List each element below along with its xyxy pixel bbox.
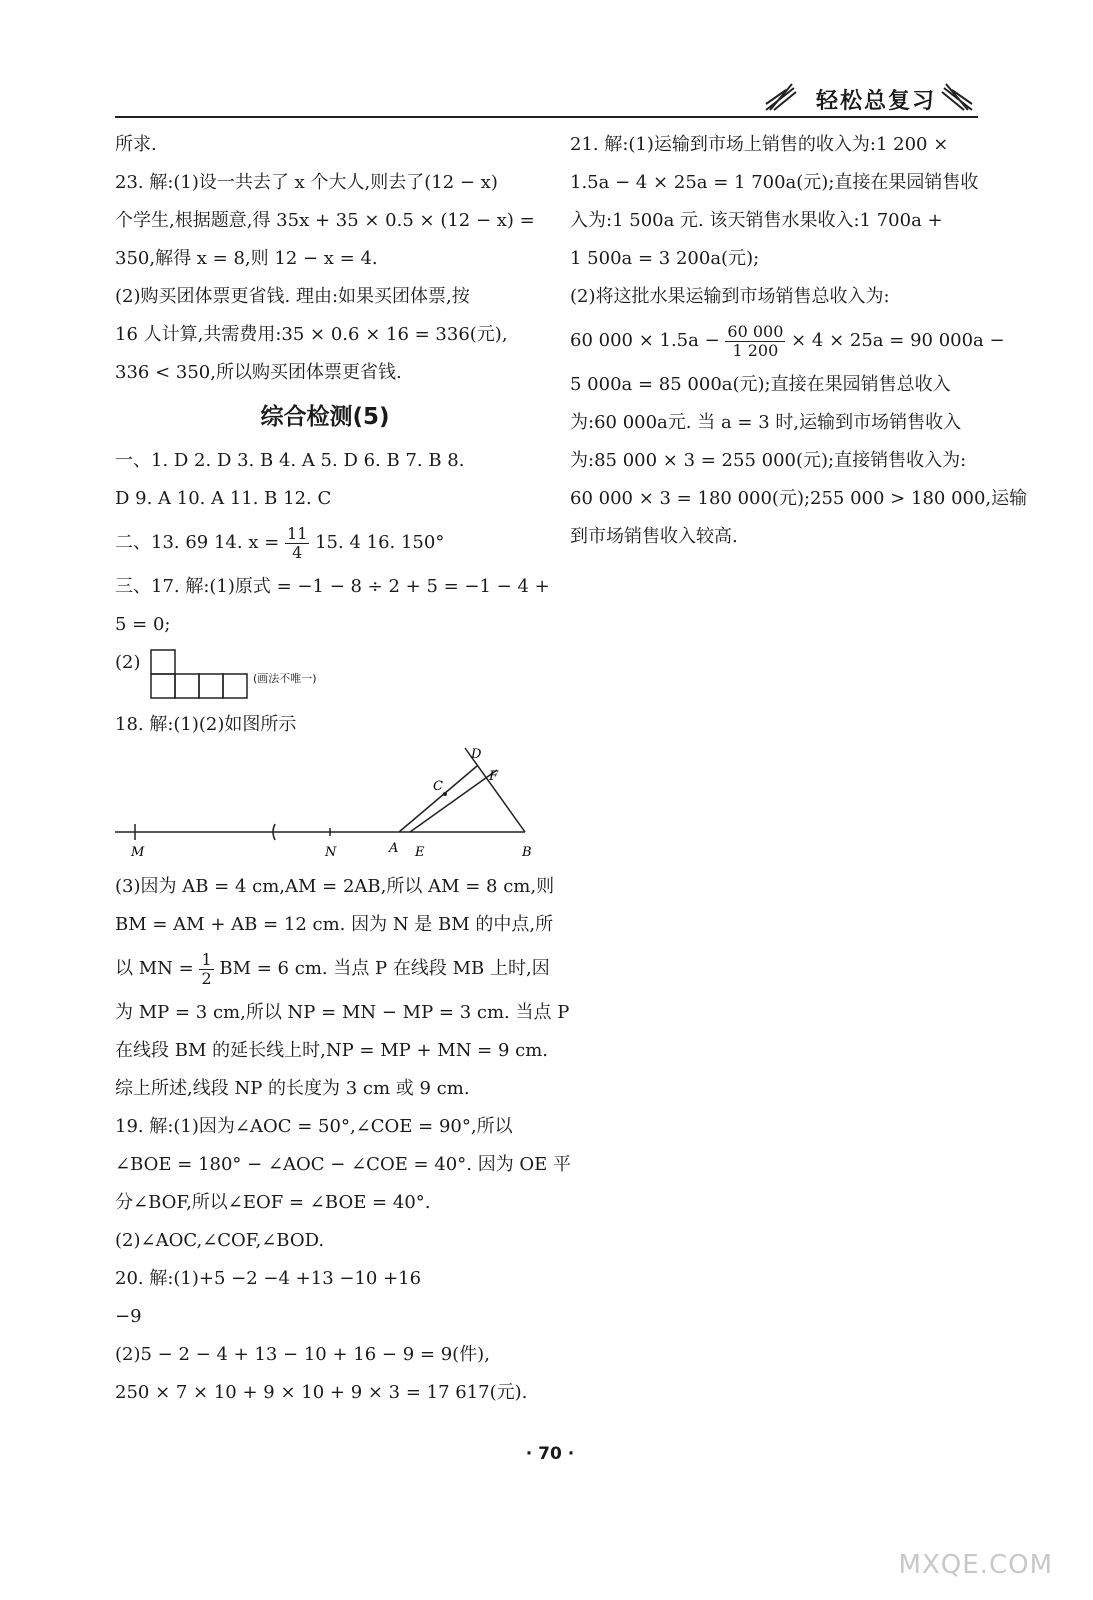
text-line: 5 000a = 85 000a(元);直接在果园销售总收入 [570,374,951,395]
cube-net-drawing [115,644,535,706]
text-line: 5 = 0; [115,614,171,635]
fill-blank-suffix: 15. 4 16. 150° [315,532,445,553]
watermark: MXQE.COM [898,1550,1053,1580]
text-line: 综上所述,线段 NP 的长度为 3 cm 或 9 cm. [115,1078,470,1099]
text-line: (2)∠AOC,∠COF,∠BOD. [115,1230,325,1251]
text-line: 为:60 000a元. 当 a = 3 时,运输到市场销售收入 [570,412,962,433]
label-C: C [433,779,443,794]
answer-line: 一、1. D 2. D 3. B 4. A 5. D 6. B 7. B 8. [115,450,465,471]
text-line: 为:85 000 × 3 = 255 000(元);直接销售收入为: [570,450,967,471]
fill-blank-line [115,518,535,568]
fill-blank-prefix: 二、13. 69 14. x = [115,532,280,553]
text-line: 23. 解:(1)设一共去了 x 个大人,则去了(12 − x) [115,172,498,193]
text-line: (2)将这批水果运输到市场销售总收入为: [570,286,890,307]
section-title: 综合检测(5) [260,404,390,430]
text-line: 分∠BOF,所以∠EOF = ∠BOE = 40°. [115,1192,431,1213]
text-line: 18. 解:(1)(2)如图所示 [115,714,297,735]
text-line: (3)因为 AB = 4 cm,AM = 2AB,所以 AM = 8 cm,则 [115,876,555,897]
text-line: 到市场销售收入较高. [570,526,738,547]
text-line: 个学生,根据题意,得 35x + 35 × 0.5 × (12 − x) = [115,210,535,231]
page-number: · 70 · [525,1444,575,1464]
text-line: 入为:1 500a 元. 该天销售水果收入:1 700a + [570,210,943,231]
text-line: 三、17. 解:(1)原式 = −1 − 8 ÷ 2 + 5 = −1 − 4 + [115,576,550,597]
text-line: 1.5a − 4 × 25a = 1 700a(元);直接在果园销售收 [570,172,979,193]
fraction-line-suffix: BM = 6 cm. 当点 P 在线段 MB 上时,因 [219,958,550,979]
text-line: 250 × 7 × 10 + 9 × 10 + 9 × 3 = 17 617(元). [115,1382,528,1403]
text-line: 19. 解:(1)因为∠AOC = 50°,∠COE = 90°,所以 [115,1116,513,1137]
text-line: 20. 解:(1)+5 −2 −4 +13 −10 +16 [115,1268,422,1289]
label-B: B [522,845,532,860]
label-E: E [415,845,425,860]
wheat-right-icon [940,82,974,112]
text-line: 为 MP = 3 cm,所以 NP = MN − MP = 3 cm. 当点 P [115,1002,570,1023]
header-title: 轻松总复习 [815,89,936,114]
fraction-line-prefix: 以 MN = [115,958,194,979]
label-A: A [389,841,399,856]
text-line: (2)5 − 2 − 4 + 13 − 10 + 16 − 9 = 9(件), [115,1344,490,1365]
text-line: BM = AM + AB = 12 cm. 因为 N 是 BM 的中点,所 [115,914,554,935]
cube-net-note: (画法不唯一) [253,672,317,685]
page-header [115,78,978,118]
fraction-numerator: 11 [287,523,308,543]
cube-net-figure [149,648,249,702]
fraction [725,323,785,360]
fraction [199,951,213,988]
fraction-denominator: 1 200 [732,340,779,360]
text-line: 在线段 BM 的延长线上时,NP = MP + MN = 9 cm. [115,1040,549,1061]
equation-suffix: × 4 × 25a = 90 000a − [791,330,1005,351]
fraction [285,525,309,562]
left-column [115,126,572,1412]
text-line: 60 000 × 3 = 180 000(元);255 000 > 180 000,运输 [570,488,1028,509]
cube-net-label: (2) [115,652,141,673]
label-D: D [471,747,482,762]
fraction-numerator: 60 000 [727,321,784,341]
equation-prefix: 60 000 × 1.5a − [570,330,720,351]
equation-line [570,316,1005,366]
text-line: ∠BOE = 180° − ∠AOC − ∠COE = 40°. 因为 OE 平 [115,1154,572,1175]
text-line: −9 [115,1306,142,1327]
geometry-svg [115,744,535,868]
label-N: N [325,845,337,860]
label-F: F [489,769,499,784]
text-line: 336 < 350,所以购买团体票更省钱. [115,362,402,383]
right-column [570,126,1028,556]
wheat-left-icon [764,82,798,112]
text-line: 21. 解:(1)运输到市场上销售的收入为:1 200 × [570,134,949,155]
fraction-denominator: 2 [201,968,212,988]
text-line: (2)购买团体票更省钱. 理由:如果买团体票,按 [115,286,470,307]
header-rule [115,116,978,118]
answer-line: D 9. A 10. A 11. B 12. C [115,488,332,509]
fraction-denominator: 4 [292,542,303,562]
label-M: M [131,845,145,860]
geometry-figure [115,744,535,868]
fraction-numerator: 1 [201,949,212,969]
fraction-line [115,944,550,994]
text-line: 350,解得 x = 8,则 12 − x = 4. [115,248,378,269]
text-line: 16 人计算,共需费用:35 × 0.6 × 16 = 336(元), [115,324,508,345]
text-line: 所求. [115,134,157,155]
text-line: 1 500a = 3 200a(元); [570,248,760,269]
